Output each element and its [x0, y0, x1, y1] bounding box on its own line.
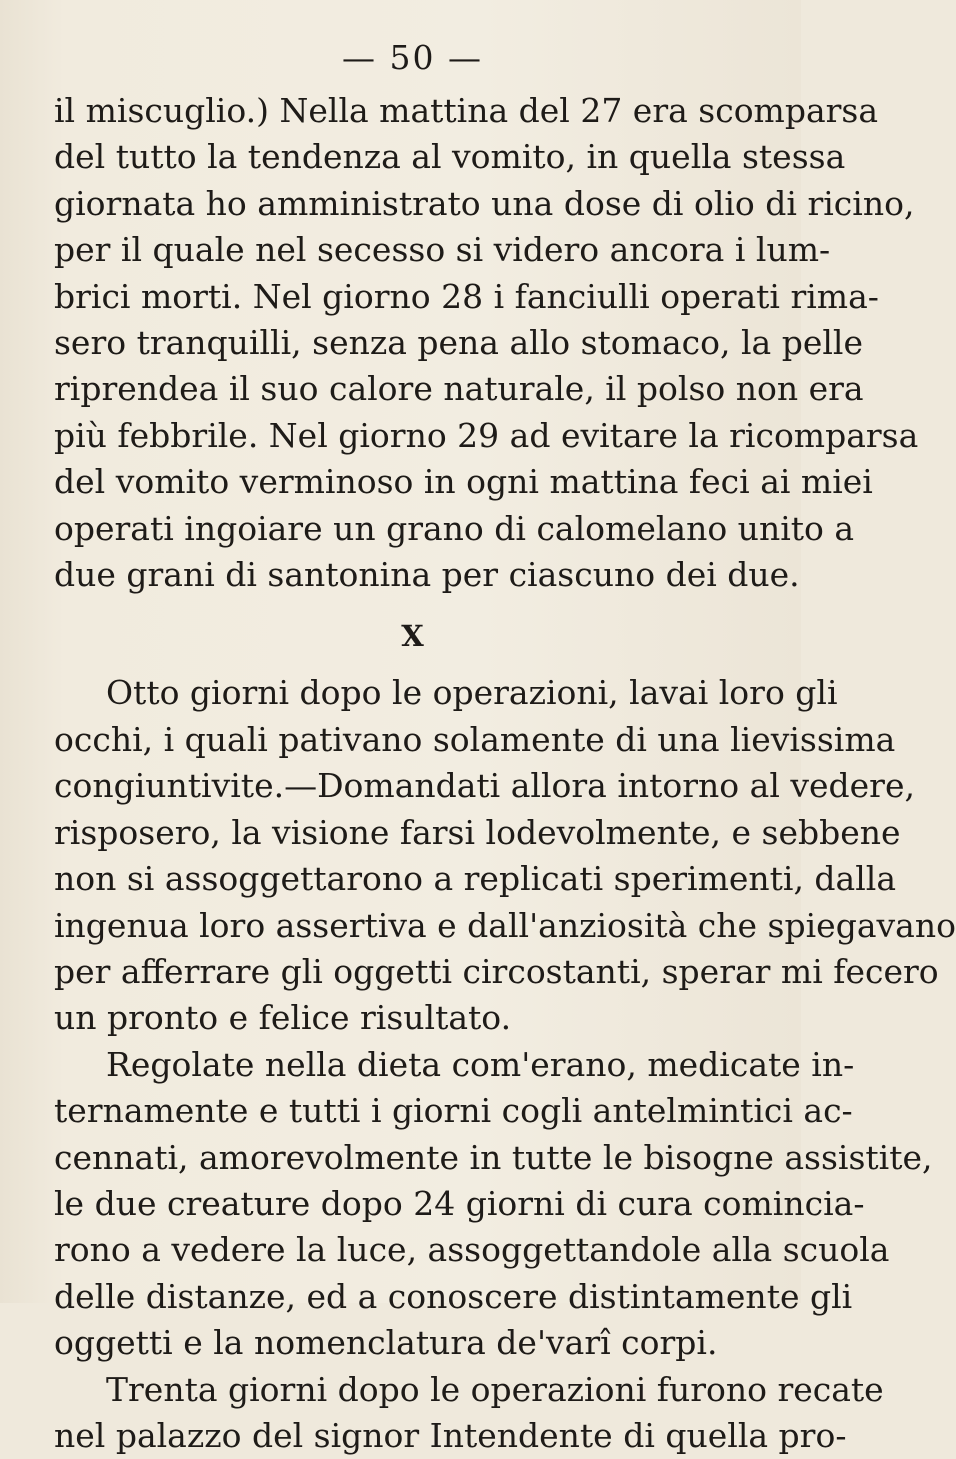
text-line: giornata ho amministrato una dose di olio di ricino,: [54, 183, 915, 223]
text-line: il miscuglio.) Nella mattina del 27 era scomparsa: [54, 91, 879, 130]
text-line: risposero, la visione farsi lodevolmente, e sebbene: [54, 812, 901, 852]
paragraph-1: [54, 88, 919, 598]
text-line: per afferrare gli oggetti circostanti, sperar mi fecero: [54, 951, 939, 991]
text-line: operati ingoiare un grano di calomelano unito a: [54, 508, 855, 548]
text-line: Regolate nella dieta com'erano, medicate in-: [106, 1044, 855, 1084]
section-number: X: [401, 619, 424, 654]
paragraph-2: [54, 670, 956, 1041]
text-line: oggetti e la nomenclatura de'varî corpi.: [54, 1323, 718, 1363]
text-line: per il quale nel secesso si videro ancora i lum-: [54, 230, 831, 270]
text-line: del tutto la tendenza al vomito, in quella stessa: [54, 137, 846, 177]
text-line: sero tranquilli, senza pena allo stomaco, la pelle: [54, 323, 863, 363]
text-line: brici morti. Nel giorno 28 i fanciulli operati rima-: [54, 276, 879, 316]
text-line: Otto giorni dopo le operazioni, lavai loro gli: [106, 673, 838, 713]
text-line: occhi, i quali pativano solamente di una lievissima: [54, 719, 896, 759]
text-line: ternamente e tutti i giorni cogli antelmintici ac-: [54, 1091, 853, 1131]
text-line: le due creature dopo 24 giorni di cura comincia-: [54, 1183, 865, 1223]
text-line: delle distanze, ed a conoscere distintamente gli: [54, 1276, 853, 1316]
text-line: nel palazzo del signor Intendente di quella pro-: [54, 1415, 847, 1455]
text-line: rono a vedere la luce, assoggettandole alla scuola: [54, 1230, 890, 1270]
text-line: più febbrile. Nel giorno 29 ad evitare la ricomparsa: [54, 415, 919, 455]
text-line: del vomito verminoso in ogni mattina feci ai miei: [54, 462, 873, 502]
text-line: due grani di santonina per ciascuno dei due.: [54, 555, 800, 595]
text-line: ingenua loro assertiva e dall'anziosità che spiegavano: [54, 905, 956, 945]
text-line: non si assoggettarono a replicati sperimenti, dalla: [54, 859, 897, 899]
paragraph-3: [54, 1042, 933, 1367]
text-line: riprendea il suo calore naturale, il polso non era: [54, 369, 864, 409]
text-line: un pronto e felice risultato.: [54, 998, 512, 1038]
text-line: cennati, amorevolmente in tutte le bisogne assistite,: [54, 1137, 933, 1177]
text-line: Trenta giorni dopo le operazioni furono recate: [106, 1369, 884, 1409]
paragraph-4: [54, 1367, 884, 1459]
page-number: — 50 —: [342, 38, 483, 77]
text-line: congiuntivite.—Domandati allora intorno al vedere,: [54, 766, 915, 806]
